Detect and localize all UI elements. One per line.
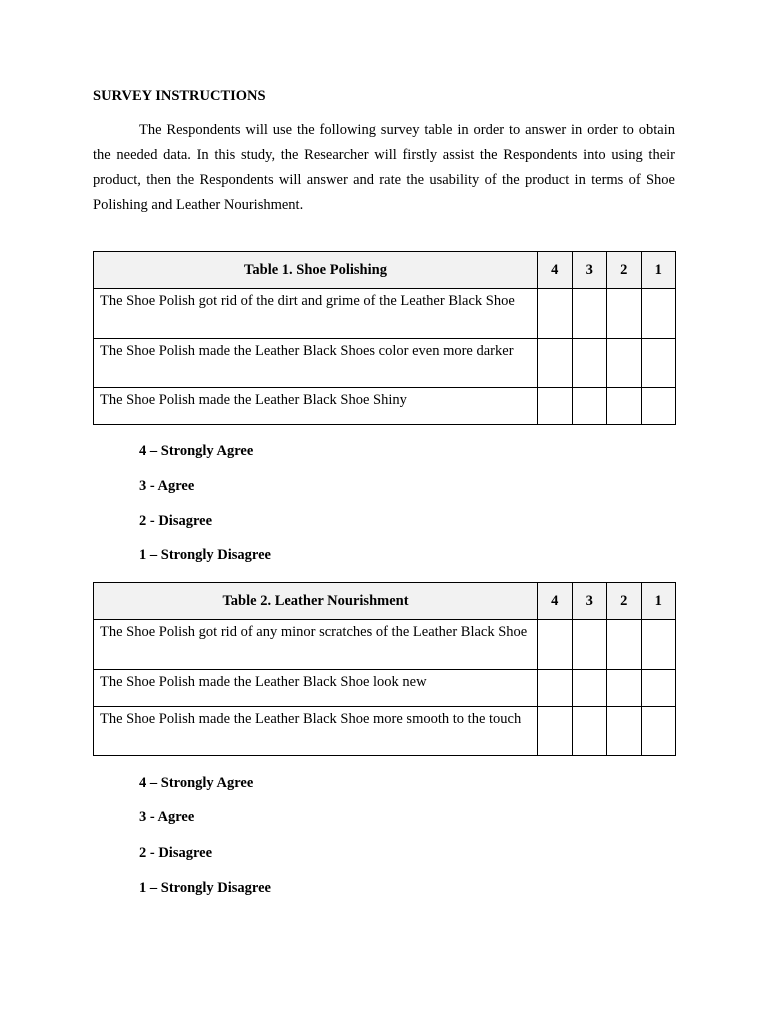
statement-cell: The Shoe Polish made the Leather Black Shoe look new [94,670,538,707]
rating-cell[interactable] [538,388,573,425]
scale-header: 1 [641,252,676,289]
statement-cell: The Shoe Polish made the Leather Black Shoe more smooth to the touch [94,707,538,756]
scale-header: 3 [572,583,607,620]
rating-cell[interactable] [641,670,676,707]
table-header-row [94,252,676,289]
legend-disagree: 2 - Disagree [139,845,213,861]
table-leather-nourishment [93,582,676,756]
table-row [94,289,676,339]
rating-cell[interactable] [641,707,676,756]
rating-cell[interactable] [572,707,607,756]
scale-header: 1 [641,583,676,620]
scale-header: 4 [538,583,573,620]
rating-cell[interactable] [641,620,676,670]
legend-strongly-disagree: 1 – Strongly Disagree [139,880,271,896]
scale-header: 2 [607,583,642,620]
rating-cell[interactable] [607,670,642,707]
legend-agree: 3 - Agree [139,809,195,825]
statement-cell: The Shoe Polish made the Leather Black Shoe Shiny [94,388,538,425]
rating-cell[interactable] [538,339,573,388]
rating-cell[interactable] [572,620,607,670]
table-row [94,707,676,756]
scale-header: 2 [607,252,642,289]
rating-cell[interactable] [607,339,642,388]
intro-paragraph: The Respondents will use the following survey table in order to answer in order to obtain the needed data. In this study, the Researcher will firstly assist the Respondents into using their product, then the Respondents will answer and rate the usability of the product in terms of Shoe Polishing and Leather Nourishment. [93,122,675,213]
rating-cell[interactable] [641,388,676,425]
rating-cell[interactable] [607,620,642,670]
scale-header: 3 [572,252,607,289]
table-shoe-polishing [93,251,676,425]
legend-strongly-agree: 4 – Strongly Agree [139,443,254,459]
rating-cell[interactable] [607,289,642,339]
rating-cell[interactable] [538,670,573,707]
table-row [94,339,676,388]
rating-cell[interactable] [607,388,642,425]
table-title: Table 2. Leather Nourishment [94,583,538,620]
section-heading: SURVEY INSTRUCTIONS [93,88,266,104]
legend-agree: 3 - Agree [139,478,195,494]
rating-cell[interactable] [572,388,607,425]
rating-cell[interactable] [641,339,676,388]
rating-cell[interactable] [538,289,573,339]
rating-cell[interactable] [538,707,573,756]
legend-strongly-disagree: 1 – Strongly Disagree [139,547,271,563]
legend-disagree: 2 - Disagree [139,513,213,529]
rating-cell[interactable] [607,707,642,756]
table-row [94,620,676,670]
legend-strongly-agree: 4 – Strongly Agree [139,775,254,791]
rating-cell[interactable] [641,289,676,339]
statement-cell: The Shoe Polish made the Leather Black Shoes color even more darker [94,339,538,388]
rating-cell[interactable] [572,339,607,388]
rating-cell[interactable] [538,620,573,670]
table-row [94,670,676,707]
scale-header: 4 [538,252,573,289]
statement-cell: The Shoe Polish got rid of any minor scratches of the Leather Black Shoe [94,620,538,670]
table-row [94,388,676,425]
rating-cell[interactable] [572,670,607,707]
table-title: Table 1. Shoe Polishing [94,252,538,289]
table-header-row [94,583,676,620]
rating-cell[interactable] [572,289,607,339]
statement-cell: The Shoe Polish got rid of the dirt and grime of the Leather Black Shoe [94,289,538,339]
